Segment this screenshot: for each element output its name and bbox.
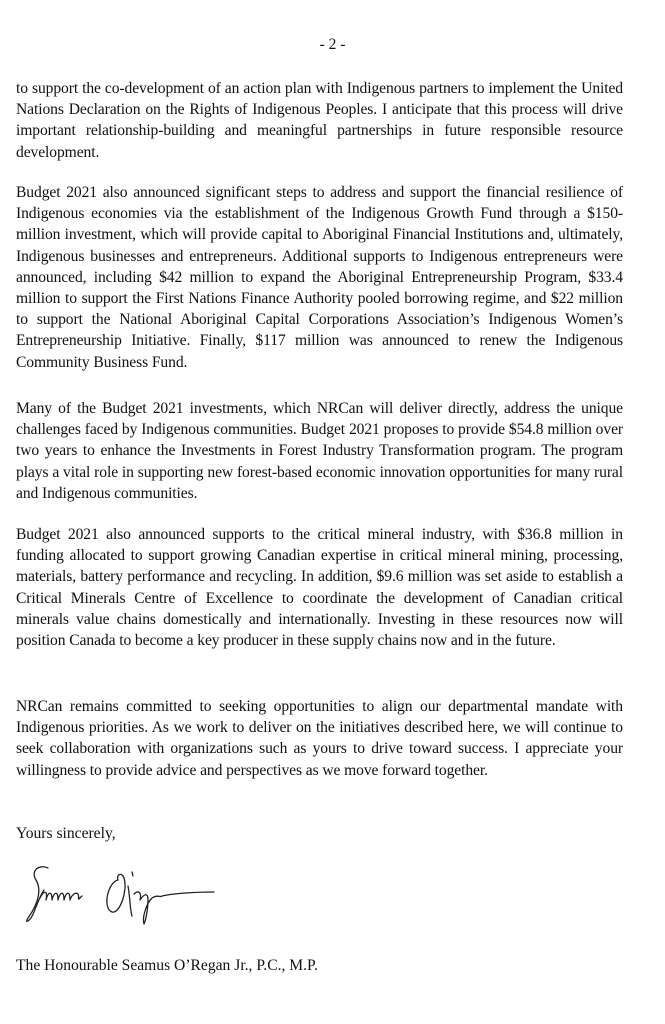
- paragraph-indigenous-growth-fund: Budget 2021 also announced significant steps to address and support the financial resilience of Indigenous economies via the establishment of the Indigenous Growth Fund through a $150-million investment, which will provide capital to Aboriginal Financial Institutions and, ultimately, Indigenous businesses and entrepreneurs. Additional supports to Indigenous entrepreneurs were announced, including $42 million to expand the Aboriginal Entrepreneurship Program, $33.4 million to support the First Nations Finance Authority pooled borrowing regime, and $22 million to support the National Aboriginal Capital Corporations Association’s Indigenous Women’s Entrepreneurship Initiative. Finally, $117 million was announced to renew the Indigenous Community Business Fund.: [16, 184, 623, 371]
- paragraph-forest-industry: Many of the Budget 2021 investments, which NRCan will deliver directly, address the unique challenges faced by Indigenous communities. Budget 2021 proposes to provide $54.8 million over two years to enhance the Investments in Forest Industry Transformation program. The program plays a vital role in supporting new forest-based economic innovation opportunities for many rural and Indigenous communities.: [16, 400, 623, 502]
- paragraph-critical-minerals: Budget 2021 also announced supports to the critical mineral industry, with $36.8 million in funding allocated to support growing Canadian expertise in critical mineral mining, processing, materials, battery performance and recycling. In addition, $9.6 million was set aside to establish a Critical Minerals Centre of Excellence to coordinate the development of Canadian critical minerals value chains domestically and internationally. Investing in these resources now will position Canada to become a key producer in these supply chains now and in the future.: [16, 526, 623, 650]
- paragraph-commitment: NRCan remains committed to seeking opportunities to align our departmental mandate with Indigenous priorities. As we work to deliver on the initiatives described here, we will continue to seek collaboration with organizations such as yours to drive toward success. I appreciate your willingness to provide advice and perspectives as we move forward together.: [16, 698, 623, 779]
- signature-icon: [20, 860, 220, 930]
- paragraph-undrip-action-plan: to support the co-development of an action plan with Indigenous partners to implement the United Nations Declaration on the Rights of Indigenous Peoples. I anticipate that this process will drive important relationship-building and meaningful partnerships in future responsible resource development.: [16, 80, 623, 161]
- signatory-name: The Honourable Seamus O’Regan Jr., P.C., M.P.: [16, 957, 318, 974]
- page-number: - 2 -: [319, 36, 346, 53]
- closing-salutation: Yours sincerely,: [16, 825, 116, 842]
